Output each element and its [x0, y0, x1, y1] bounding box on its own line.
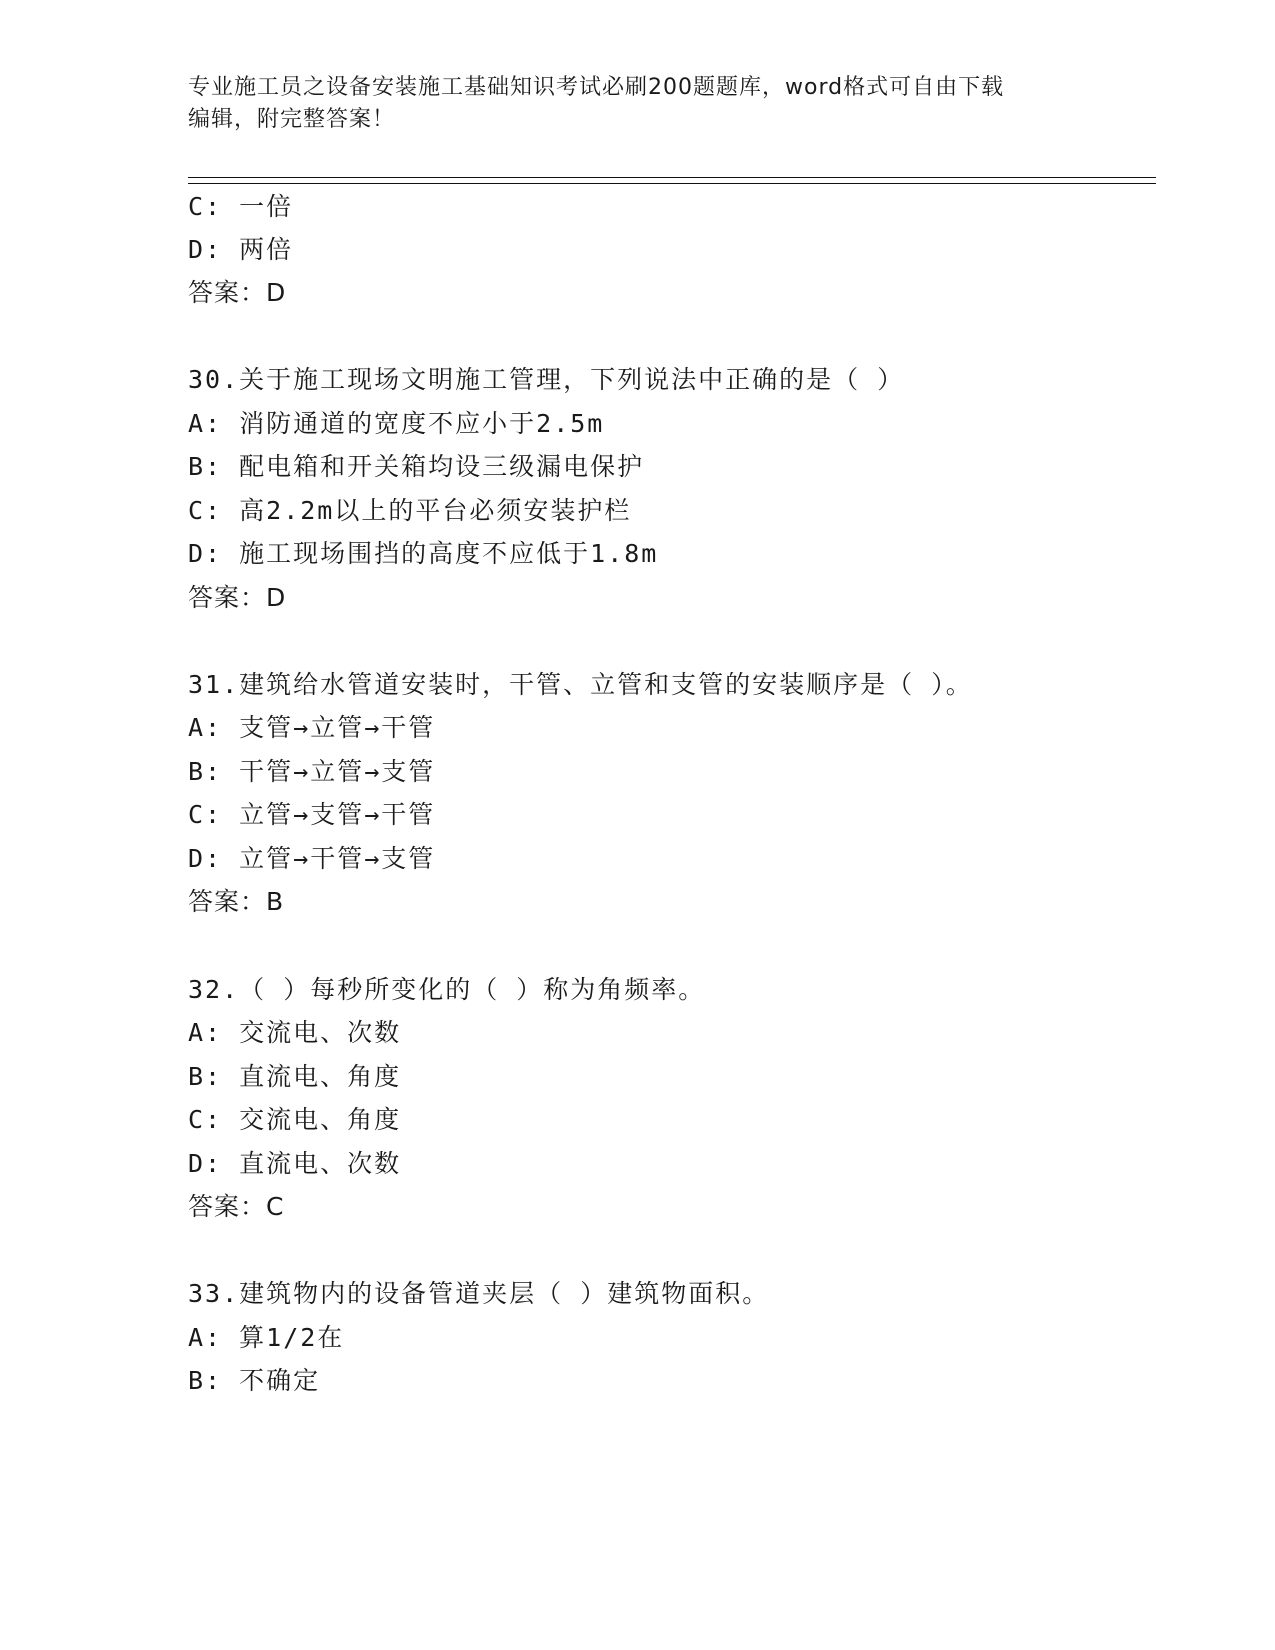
- option-b: B: 直流电、角度: [188, 1062, 402, 1091]
- header-title-line-2: 编辑，附完整答案！: [188, 107, 396, 132]
- option-d: D: 立管→干管→支管: [188, 844, 436, 873]
- option-d: D: 直流电、次数: [188, 1149, 402, 1178]
- document-header: [188, 72, 1088, 136]
- question-30: 30.关于施工现场文明施工管理，下列说法中正确的是（ ）: [188, 365, 905, 394]
- question-32: 32.（ ）每秒所变化的（ ）称为角频率。: [188, 975, 706, 1004]
- answer-line: 答案：D: [188, 278, 287, 307]
- answer-line: 答案：B: [188, 887, 285, 916]
- option-c: C: 一倍: [188, 192, 294, 221]
- option-b: B: 干管→立管→支管: [188, 757, 436, 786]
- header-divider-top: [188, 177, 1156, 178]
- header-title-line-1: 专业施工员之设备安装施工基础知识考试必刷200题题库，word格式可自由下载: [188, 75, 1005, 100]
- answer-line: 答案：D: [188, 583, 287, 612]
- option-a: A: 支管→立管→干管: [188, 713, 436, 742]
- option-c: C: 高2.2m以上的平台必须安装护栏: [188, 496, 632, 525]
- question-33: 33.建筑物内的设备管道夹层（ ）建筑物面积。: [188, 1279, 770, 1308]
- option-a: A: 消防通道的宽度不应小于2.5m: [188, 409, 605, 438]
- option-d: D: 施工现场围挡的高度不应低于1.8m: [188, 539, 659, 568]
- option-c: C: 交流电、角度: [188, 1105, 402, 1134]
- option-c: C: 立管→支管→干管: [188, 800, 436, 829]
- option-b: B: 不确定: [188, 1366, 321, 1395]
- option-b: B: 配电箱和开关箱均设三级漏电保护: [188, 452, 645, 481]
- option-d: D: 两倍: [188, 235, 294, 264]
- header-divider-bottom: [188, 183, 1156, 184]
- option-a: A: 算1/2在: [188, 1323, 345, 1352]
- question-31: 31.建筑给水管道安装时，干管、立管和支管的安装顺序是（ ）。: [188, 670, 973, 699]
- option-a: A: 交流电、次数: [188, 1018, 402, 1047]
- answer-line: 答案：C: [188, 1192, 285, 1221]
